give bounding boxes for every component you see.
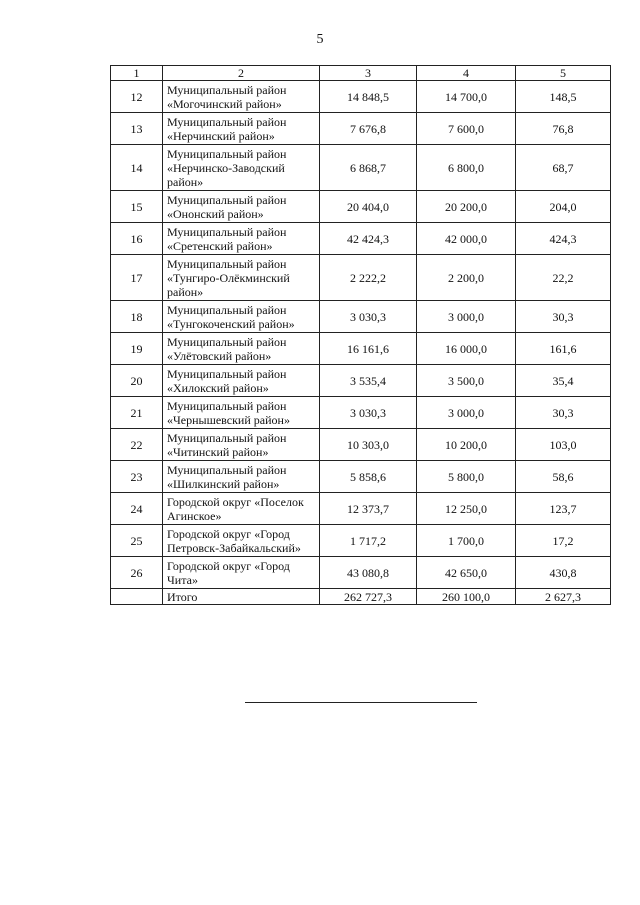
column-3-value-cell: 3 030,3 — [320, 397, 417, 429]
page-number: 5 — [316, 32, 324, 47]
column-4-value-cell: 7 600,0 — [417, 113, 516, 145]
row-number-cell: 15 — [111, 191, 163, 223]
row-number-cell: 21 — [111, 397, 163, 429]
table-row — [111, 333, 611, 365]
table-row — [111, 191, 611, 223]
column-5-value-cell: 68,7 — [516, 145, 611, 191]
table-row — [111, 145, 611, 191]
column-3-value-cell: 3 535,4 — [320, 365, 417, 397]
table-row — [111, 81, 611, 113]
row-number-cell: 24 — [111, 493, 163, 525]
column-4-value-cell: 10 200,0 — [417, 429, 516, 461]
table-row — [111, 223, 611, 255]
column-3-value-cell: 16 161,6 — [320, 333, 417, 365]
column-4-value-cell: 6 800,0 — [417, 145, 516, 191]
column-4-value-cell: 16 000,0 — [417, 333, 516, 365]
column-5-value-cell: 161,6 — [516, 333, 611, 365]
column-3-value-cell: 14 848,5 — [320, 81, 417, 113]
column-4-value-cell: 5 800,0 — [417, 461, 516, 493]
total-column-4-cell: 260 100,0 — [417, 589, 516, 605]
column-header-4: 4 — [417, 66, 516, 81]
column-3-value-cell: 12 373,7 — [320, 493, 417, 525]
column-5-value-cell: 30,3 — [516, 301, 611, 333]
column-5-value-cell: 22,2 — [516, 255, 611, 301]
column-5-value-cell: 424,3 — [516, 223, 611, 255]
column-header-2: 2 — [163, 66, 320, 81]
row-number-cell: 19 — [111, 333, 163, 365]
municipality-name-cell: Муниципальный район «Улётовский район» — [163, 333, 320, 365]
column-3-value-cell: 10 303,0 — [320, 429, 417, 461]
column-4-value-cell: 42 000,0 — [417, 223, 516, 255]
column-3-value-cell: 1 717,2 — [320, 525, 417, 557]
municipality-name-cell: Муниципальный район «Тунгокоченский район» — [163, 301, 320, 333]
table-row — [111, 429, 611, 461]
column-5-value-cell: 148,5 — [516, 81, 611, 113]
column-4-value-cell: 1 700,0 — [417, 525, 516, 557]
municipality-name-cell: Муниципальный район «Тунгиро-Олёкминский район» — [163, 255, 320, 301]
allocation-table — [110, 65, 611, 605]
table-row — [111, 461, 611, 493]
total-number-cell — [111, 589, 163, 605]
total-row — [111, 589, 611, 605]
municipality-name-cell: Муниципальный район «Ононский район» — [163, 191, 320, 223]
table-row — [111, 301, 611, 333]
column-5-value-cell: 430,8 — [516, 557, 611, 589]
column-5-value-cell: 204,0 — [516, 191, 611, 223]
column-4-value-cell: 42 650,0 — [417, 557, 516, 589]
column-4-value-cell: 2 200,0 — [417, 255, 516, 301]
row-number-cell: 16 — [111, 223, 163, 255]
row-number-cell: 26 — [111, 557, 163, 589]
row-number-cell: 25 — [111, 525, 163, 557]
municipality-name-cell: Муниципальный район «Хилокский район» — [163, 365, 320, 397]
column-5-value-cell: 17,2 — [516, 525, 611, 557]
column-3-value-cell: 7 676,8 — [320, 113, 417, 145]
table-row — [111, 525, 611, 557]
total-column-3-cell: 262 727,3 — [320, 589, 417, 605]
column-5-value-cell: 58,6 — [516, 461, 611, 493]
table-row — [111, 113, 611, 145]
total-column-5-cell: 2 627,3 — [516, 589, 611, 605]
municipality-name-cell: Муниципальный район «Читинский район» — [163, 429, 320, 461]
column-5-value-cell: 30,3 — [516, 397, 611, 429]
table-row — [111, 365, 611, 397]
column-5-value-cell: 123,7 — [516, 493, 611, 525]
municipality-name-cell: Городской округ «Город Петровск-Забайкальский» — [163, 525, 320, 557]
column-4-value-cell: 14 700,0 — [417, 81, 516, 113]
municipality-name-cell: Муниципальный район «Нерчинско-Заводский район» — [163, 145, 320, 191]
column-3-value-cell: 2 222,2 — [320, 255, 417, 301]
column-3-value-cell: 42 424,3 — [320, 223, 417, 255]
column-5-value-cell: 35,4 — [516, 365, 611, 397]
column-4-value-cell: 3 000,0 — [417, 301, 516, 333]
column-3-value-cell: 43 080,8 — [320, 557, 417, 589]
column-3-value-cell: 20 404,0 — [320, 191, 417, 223]
municipality-name-cell: Городской округ «Поселок Агинское» — [163, 493, 320, 525]
row-number-cell: 12 — [111, 81, 163, 113]
row-number-cell: 13 — [111, 113, 163, 145]
row-number-cell: 23 — [111, 461, 163, 493]
table-row — [111, 493, 611, 525]
row-number-cell: 20 — [111, 365, 163, 397]
column-3-value-cell: 6 868,7 — [320, 145, 417, 191]
municipality-name-cell: Муниципальный район «Сретенский район» — [163, 223, 320, 255]
column-4-value-cell: 12 250,0 — [417, 493, 516, 525]
column-header-5: 5 — [516, 66, 611, 81]
closing-divider-line — [245, 702, 477, 703]
column-3-value-cell: 3 030,3 — [320, 301, 417, 333]
table-row — [111, 397, 611, 429]
table-header-row — [111, 66, 611, 81]
column-5-value-cell: 103,0 — [516, 429, 611, 461]
municipality-name-cell: Муниципальный район «Могочинский район» — [163, 81, 320, 113]
column-4-value-cell: 20 200,0 — [417, 191, 516, 223]
column-header-1: 1 — [111, 66, 163, 81]
column-4-value-cell: 3 000,0 — [417, 397, 516, 429]
row-number-cell: 18 — [111, 301, 163, 333]
row-number-cell: 14 — [111, 145, 163, 191]
row-number-cell: 17 — [111, 255, 163, 301]
table-body — [111, 81, 611, 589]
table-row — [111, 255, 611, 301]
column-header-3: 3 — [320, 66, 417, 81]
table-row — [111, 557, 611, 589]
column-3-value-cell: 5 858,6 — [320, 461, 417, 493]
column-4-value-cell: 3 500,0 — [417, 365, 516, 397]
row-number-cell: 22 — [111, 429, 163, 461]
municipality-name-cell: Муниципальный район «Чернышевский район» — [163, 397, 320, 429]
municipality-name-cell: Муниципальный район «Шилкинский район» — [163, 461, 320, 493]
column-5-value-cell: 76,8 — [516, 113, 611, 145]
total-label-cell: Итого — [163, 589, 320, 605]
municipality-name-cell: Городской округ «Город Чита» — [163, 557, 320, 589]
municipality-name-cell: Муниципальный район «Нерчинский район» — [163, 113, 320, 145]
